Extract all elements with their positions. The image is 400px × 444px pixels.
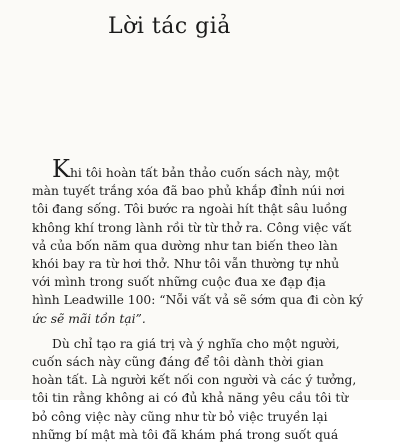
text-line: khói bay ra từ hơi thở. Như tôi vẫn thường tự nhủ xyxy=(32,257,340,272)
text-line xyxy=(32,155,392,183)
text-line: màn tuyết trắng xóa đã bao phủ khắp đỉnh núi nơi xyxy=(32,184,345,199)
text-line: hình Leadwille 100: “Nỗi vất vả sẽ sớm qua đi còn ký xyxy=(32,293,364,308)
text-line: tôi đang sống. Tôi bước ra ngoài hít thật sâu luồng xyxy=(32,202,348,217)
text-line: Dù chỉ tạo ra giá trị và ý nghĩa cho một người, xyxy=(52,336,340,351)
text-line: tôi tin rằng không ai có đủ khả năng yêu cầu tôi từ xyxy=(32,391,349,406)
text-line: ức sẽ mãi tồn tại”. xyxy=(32,311,146,326)
drop-cap: K xyxy=(52,155,70,183)
text-line: với mình trong suốt những cuộc đua xe đạp địa xyxy=(32,275,326,290)
text-line: không khí trong lành rồi từ từ thở ra. Công việc vất xyxy=(32,220,352,235)
text-line: bỏ công việc này cũng như từ bỏ việc truyền lại xyxy=(32,409,328,424)
text-line: vả của bốn năm qua dường như tan biến theo làn xyxy=(32,238,338,253)
body-text xyxy=(32,155,392,444)
paragraph-1 xyxy=(32,155,392,328)
text-line: những bí mật mà tôi đã khám phá trong suốt quá xyxy=(32,427,339,442)
page-title: Lời tác giả xyxy=(108,14,231,39)
text-line-rest: hi tôi hoàn tất bản thảo cuốn sách này, một xyxy=(69,166,340,180)
paragraph-2 xyxy=(32,335,392,444)
text-line: hoàn tất. Là người kết nối con người và các ý tưởng, xyxy=(32,373,357,388)
text-line: cuốn sách này cũng đáng để tôi dành thời gian xyxy=(32,355,324,370)
